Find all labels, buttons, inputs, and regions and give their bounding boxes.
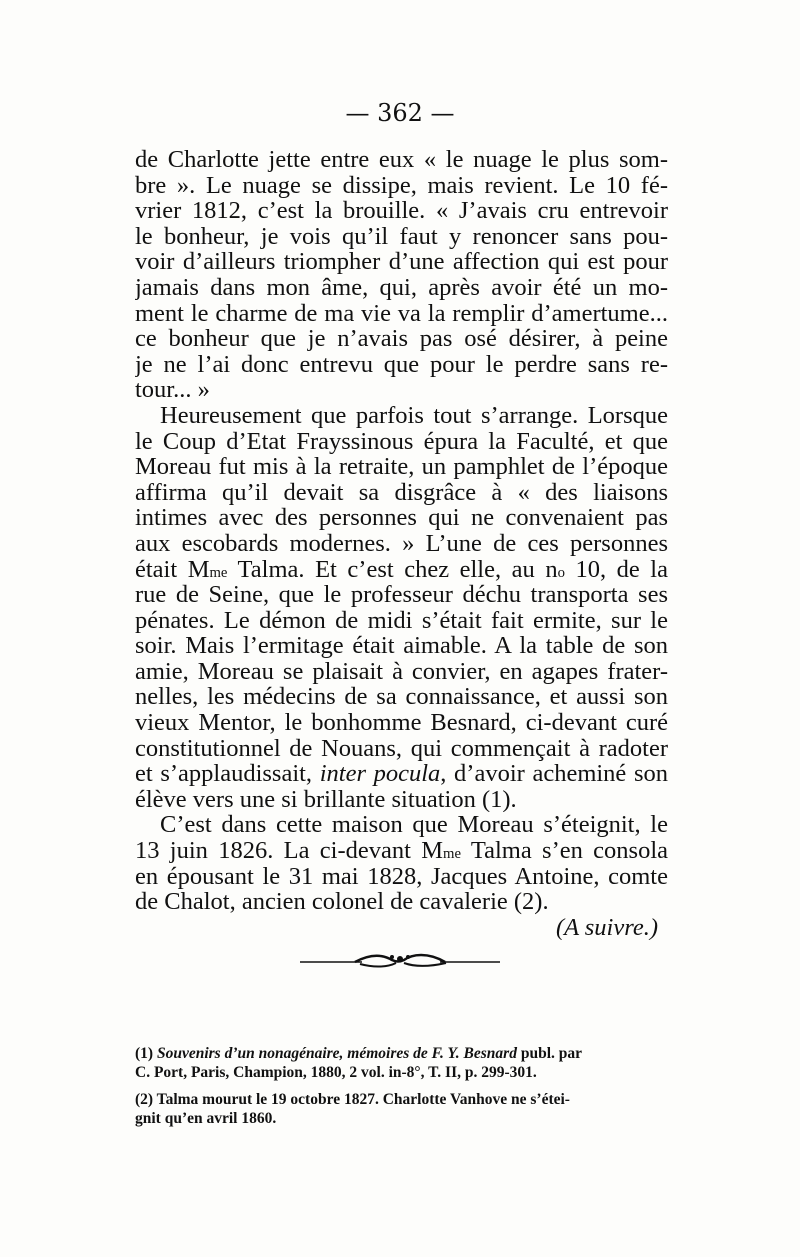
text-line: de Charlotte jette entre eux « le nuage le plus som- xyxy=(135,147,668,173)
text-line: ce bonheur que je n’avais pas osé désirer, à peine xyxy=(135,326,668,352)
text-run: 13 juin 1826. La ci-devant M xyxy=(135,838,444,864)
text-line: ment le charme de ma vie va la remplir d’amertume... xyxy=(135,300,668,327)
italic-text: inter pocula xyxy=(319,761,441,787)
text-line: Heureusement que parfois tout s’arrange. Lorsque xyxy=(160,402,668,429)
text-line: C’est dans cette maison que Moreau s’éteignit, le xyxy=(160,812,668,839)
text-line: pénates. Le démon de midi s’était fait ermite, sur le xyxy=(135,607,668,634)
text-line xyxy=(135,557,668,583)
text-line: jamais dans mon âme, qui, après avoir été un mo- xyxy=(135,274,668,301)
text-line: soir. Mais l’ermitage était aimable. A la table de son xyxy=(135,633,668,659)
footnote-1-continued: C. Port, Paris, Champion, 1880, 2 vol. in-8°, T. II, p. 299-301. xyxy=(135,1064,537,1081)
text-line: en épousant le 31 mai 1828, Jacques Antoine, comte xyxy=(135,863,668,890)
text-line: constitutionnel de Nouans, qui commençait à radoter xyxy=(135,735,668,762)
superscript: o xyxy=(557,564,565,581)
body-text xyxy=(135,147,668,940)
text-line: rue de Seine, que le professeur déchu transporta ses xyxy=(135,582,668,608)
text-line: le Coup d’Etat Frayssinous épura la Faculté, et que xyxy=(135,428,668,455)
text-line: de Chalot, ancien colonel de cavalerie (2). xyxy=(135,889,549,915)
text-line: aux escobards modernes. » L’une de ces personnes xyxy=(135,530,668,557)
text-line: vieux Mentor, le bonhomme Besnard, ci-devant curé xyxy=(135,710,668,736)
text-line: bre ». Le nuage se dissipe, mais revient. Le 10 fé- xyxy=(135,172,668,199)
page-number: — 362 — xyxy=(345,99,455,127)
text-line: amie, Moreau se plaisait à convier, en agapes frater- xyxy=(135,658,668,685)
text-line: je ne l’ai donc entrevu que pour le perdre sans re- xyxy=(135,351,668,378)
text-line xyxy=(135,838,668,864)
superscript: me xyxy=(209,564,228,581)
text-run: Talma. Et c’est chez elle, au n xyxy=(227,556,558,583)
superscript: me xyxy=(443,846,461,863)
italic-text: (A suivre.) xyxy=(555,914,658,941)
footnote-2-continued: gnit qu’en avril 1860. xyxy=(135,1110,277,1127)
text-line: tour... » xyxy=(135,377,210,403)
footnote-marker: (1) xyxy=(135,1045,157,1062)
text-run: publ. par xyxy=(516,1045,583,1062)
text-line: le bonheur, je vois qu’il faut y renoncer sans pou- xyxy=(135,223,668,250)
footnote-1 xyxy=(135,1044,668,1063)
text-line: voir d’ailleurs triompher d’une affection qui est pour xyxy=(135,249,668,275)
text-line: vrier 1812, c’est la brouille. « J’avais cru entrevoir xyxy=(135,198,668,224)
text-line xyxy=(135,761,668,787)
text-line: nelles, les médecins de sa connaissance, et aussi son xyxy=(135,684,668,711)
text-run: était M xyxy=(135,556,210,583)
text-line: Moreau fut mis à la retraite, un pamphlet de l’époque xyxy=(135,454,668,480)
footnote-2: (2) Talma mourut le 19 octobre 1827. Charlotte Vanhove ne s’étei- xyxy=(135,1091,570,1108)
text-line: intimes avec des personnes qui ne convenaient pas xyxy=(135,505,668,531)
text-run: Talma s’en consola xyxy=(461,838,668,864)
text-run: 10, de la xyxy=(564,556,668,583)
text-run: , d’avoir acheminé son xyxy=(440,761,668,787)
ornament-divider-icon xyxy=(300,948,500,972)
to-be-continued xyxy=(135,915,668,941)
footnotes xyxy=(135,1044,668,1128)
text-run: et s’applaudissait, xyxy=(135,761,320,787)
text-line: affirma qu’il devait sa disgrâce à « des liaisons xyxy=(135,479,668,506)
text-line: élève vers une si brillante situation (1). xyxy=(135,786,517,813)
italic-text: Souvenirs d’un nonagénaire, mémoires de F. Y. Besnard xyxy=(156,1045,517,1062)
